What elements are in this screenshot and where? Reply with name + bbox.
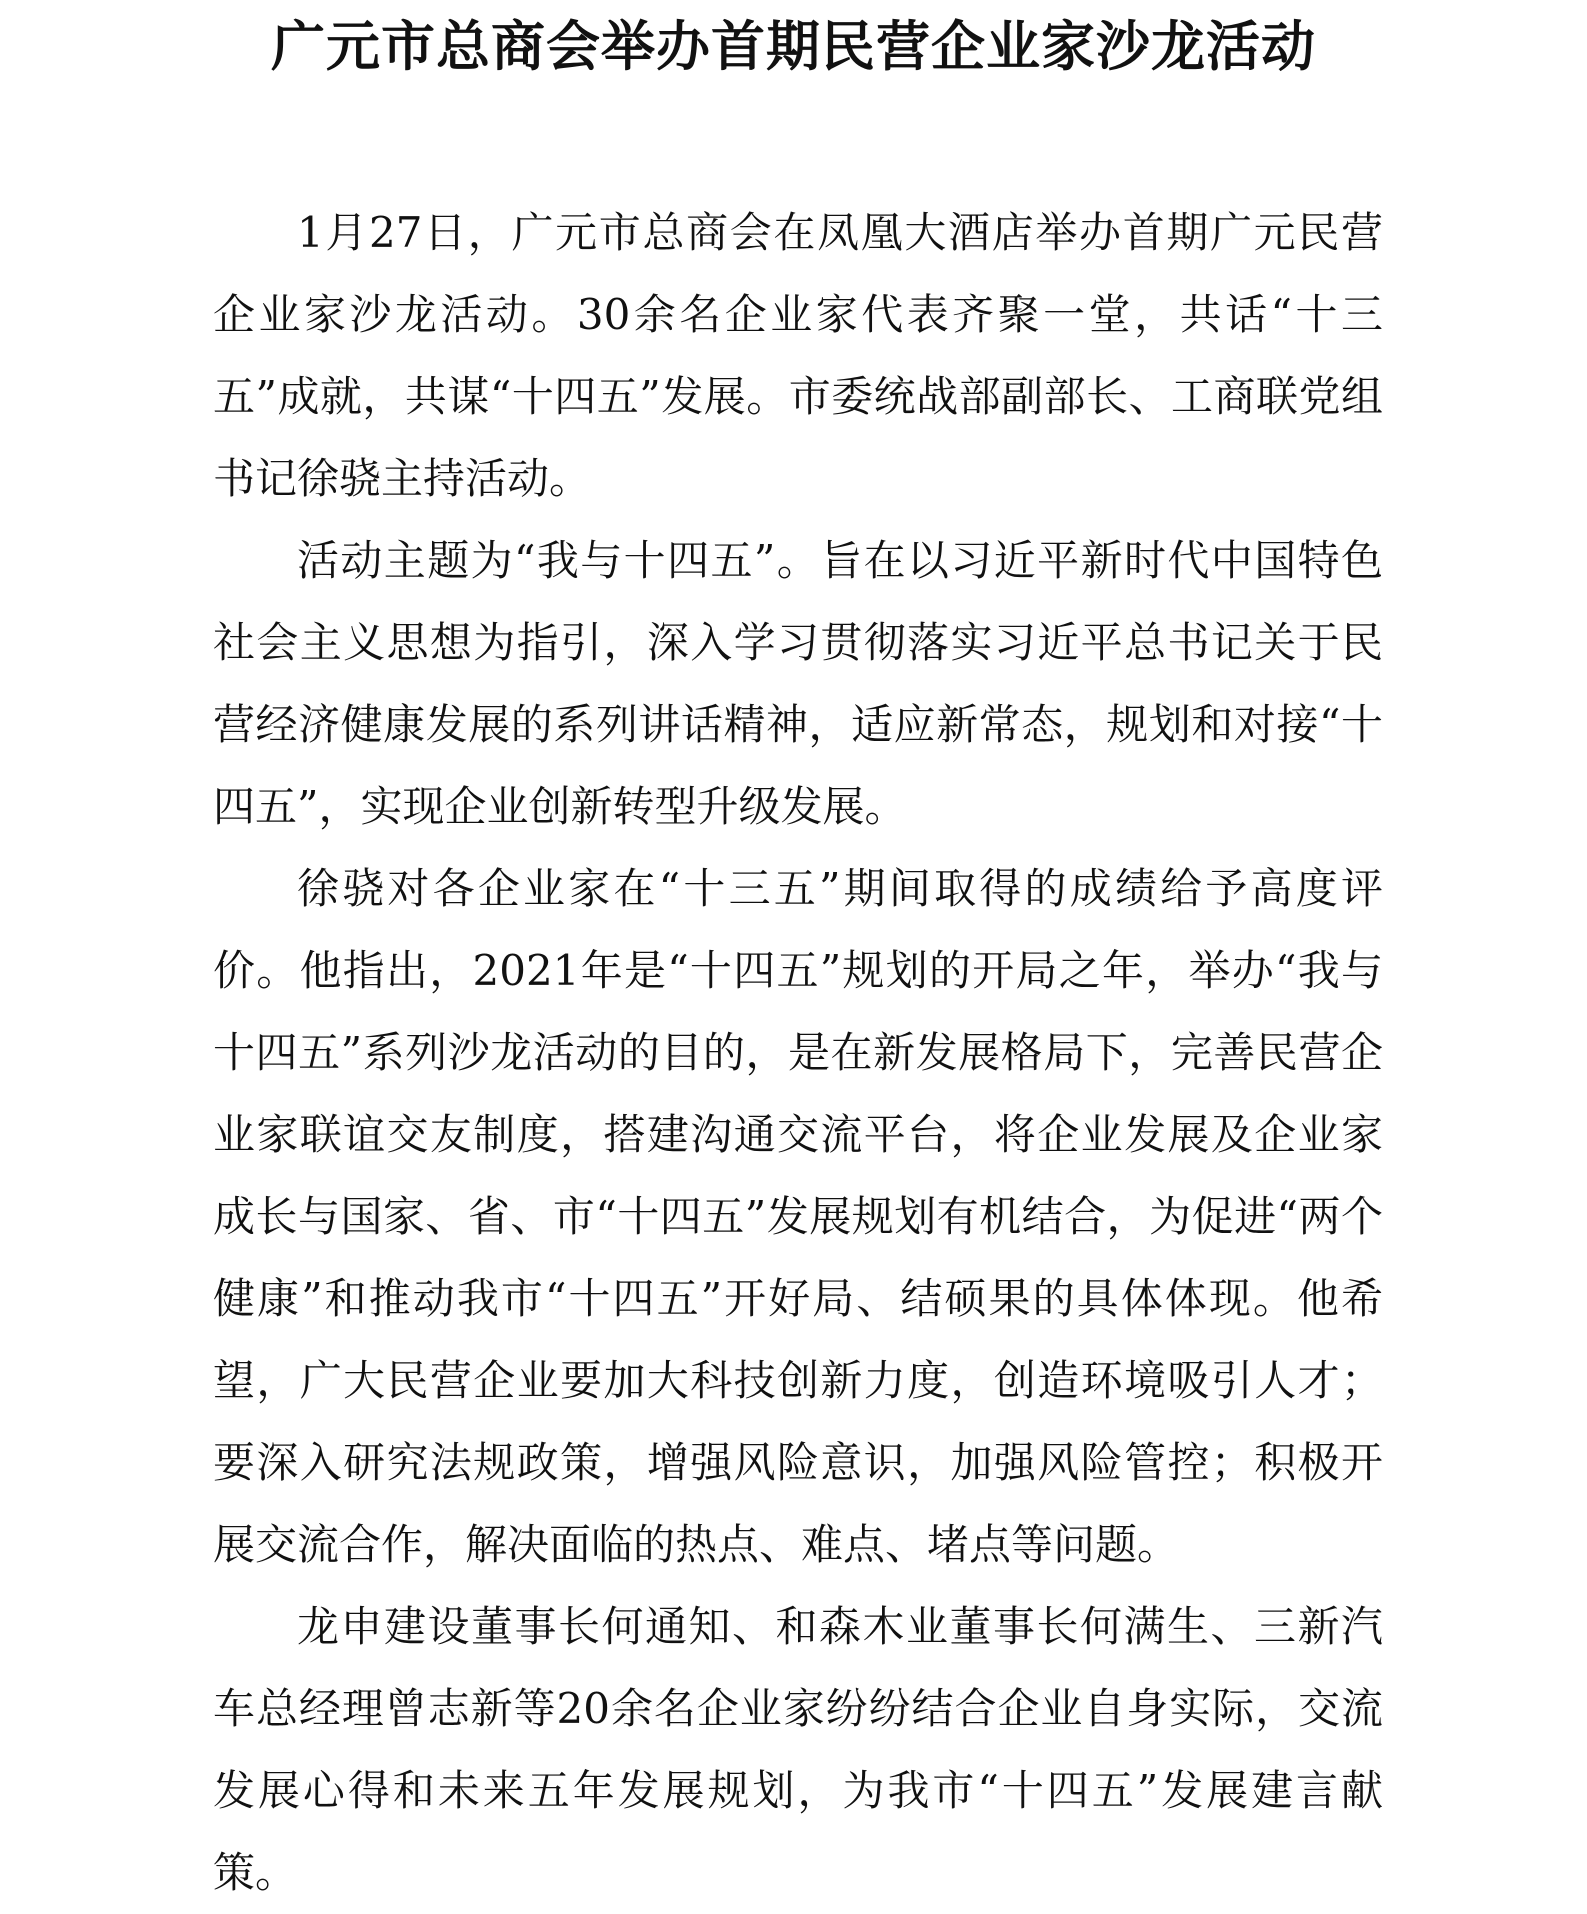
paragraph-1: 1月27日，广元市总商会在凤凰大酒店举办首期广元民营企业家沙龙活动。30余名企业家代表齐聚一堂，共话“十三五”成就，共谋“十四五”发展。市委统战部副部长、工商联党组书记徐骁主持活动。 [213,208,1383,503]
paragraph-2: 活动主题为“我与十四五”。旨在以习近平新时代中国特色社会主义思想为指引，深入学习贯彻落实习近平总书记关于民营经济健康发展的系列讲话精神，适应新常态，规划和对接“十四五”，实现企业创新转型升级发展。 [213,536,1383,831]
paragraph-3: 徐骁对各企业家在“十三五”期间取得的成绩给予高度评价。他指出，2021年是“十四五”规划的开局之年，举办“我与十四五”系列沙龙活动的目的，是在新发展格局下，完善民营企业家联谊交友制度，搭建沟通交流平台，将企业发展及企业家成长与国家、省、市“十四五”发展规划有机结合，为促进“两个健康”和推动我市“十四五”开好局、结硕果的具体体现。他希望，广大民营企业要加大科技创新力度，创造环境吸引人才；要深入研究法规政策，增强风险意识，加强风险管控；积极开展交流合作，解决面临的热点、难点、堵点等问题。 [213,864,1383,1569]
document-body [213,192,1383,1914]
paragraph-4: 龙申建设董事长何通知、和森木业董事长何满生、三新汽车总经理曾志新等20余名企业家纷纷结合企业自身实际，交流发展心得和未来五年发展规划，为我市“十四五”发展建言献策。 [213,1602,1383,1897]
document-title: 广元市总商会举办首期民营企业家沙龙活动 [271,14,1316,78]
